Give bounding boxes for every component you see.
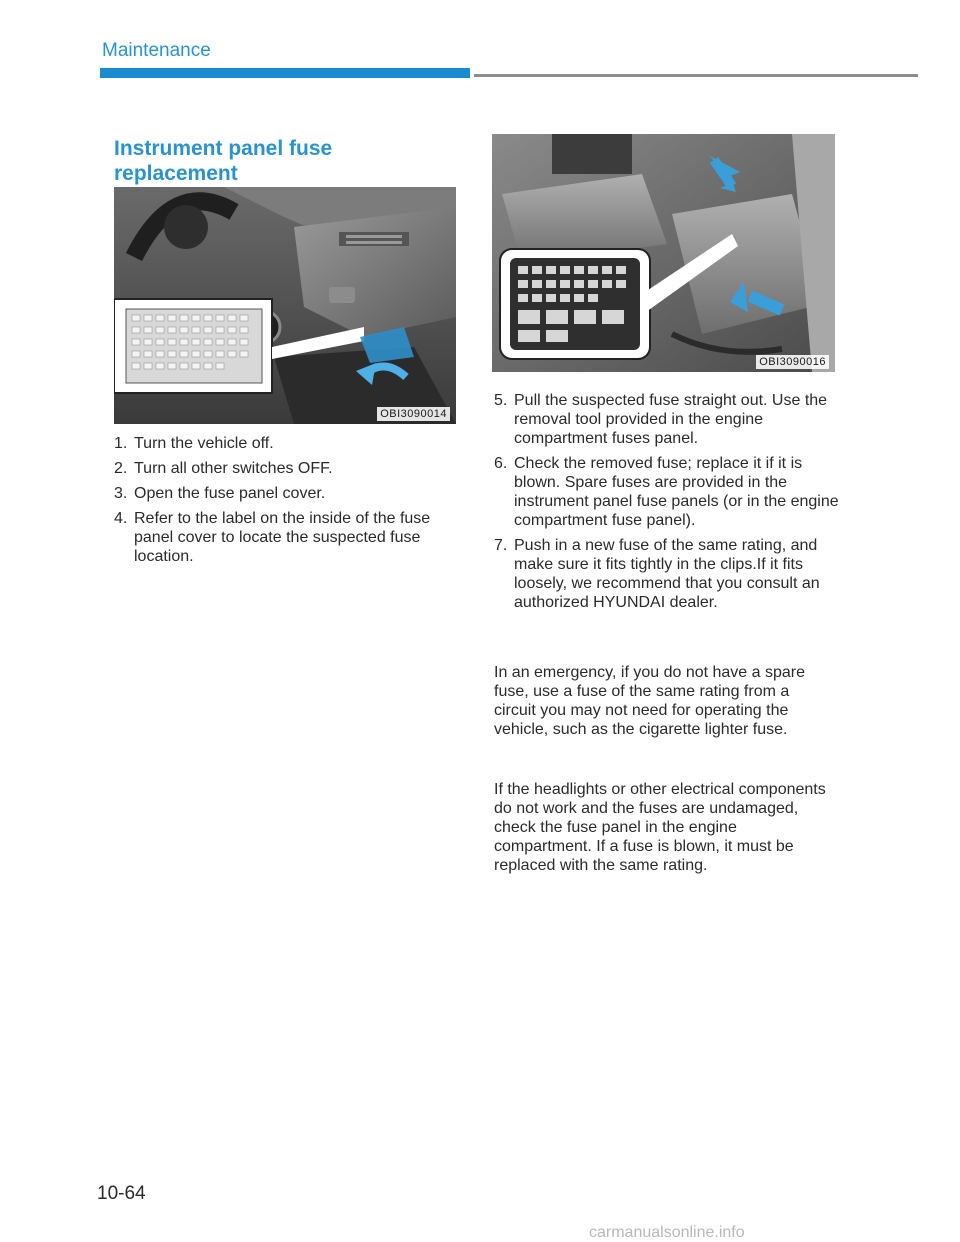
- step-number: 3.: [114, 485, 128, 502]
- engine-fusebox-illustration: [492, 134, 835, 372]
- step-item: [494, 536, 844, 612]
- step-number: 6.: [494, 455, 508, 472]
- figure-engine-compartment: [492, 134, 835, 372]
- step-number: 5.: [494, 392, 508, 409]
- watermark: carmanualsonline.info: [589, 1224, 745, 1241]
- step-text: Turn the vehicle off.: [134, 435, 274, 452]
- step-text: Push in a new fuse of the same rating, and make sure it fits tightly in the clips.If it fits loosely, we recommend that you consult an authorized HYUNDAI dealer.: [514, 537, 820, 611]
- steps-list-left: [114, 434, 454, 572]
- step-number: 2.: [114, 460, 128, 477]
- header-rule-gray: [474, 74, 918, 77]
- step-item: [494, 454, 844, 530]
- figure-code: OBI3090014: [377, 407, 450, 421]
- step-item: [114, 484, 454, 503]
- step-item: [494, 391, 844, 448]
- section-header: Maintenance: [102, 40, 211, 61]
- steps-list-right: [494, 391, 844, 618]
- step-text: Pull the suspected fuse straight out. Use the removal tool provided in the engine compartment fuses panel.: [514, 392, 828, 447]
- headlights-paragraph: If the headlights or other electrical components do not work and the fuses are undamaged, check the fuse panel in the engine compartment. If a fuse is blown, it must be replaced with the same rating.: [494, 781, 826, 874]
- dashboard-illustration: [114, 187, 456, 424]
- step-item: [114, 459, 454, 478]
- step-number: 1.: [114, 435, 128, 452]
- step-number: 4.: [114, 510, 128, 527]
- step-number: 7.: [494, 537, 508, 554]
- figure-instrument-panel: [114, 187, 456, 424]
- figure-code: OBI3090016: [756, 355, 829, 369]
- page-title: Instrument panel fuse replacement: [114, 137, 333, 185]
- emergency-paragraph: In an emergency, if you do not have a spare fuse, use a fuse of the same rating from a circuit you may not need for operating the vehicle, such as the cigarette lighter fuse.: [494, 664, 806, 738]
- step-item: [114, 509, 454, 566]
- page-number: 10-64: [97, 1183, 146, 1204]
- step-text: Check the removed fuse; replace it if it is blown. Spare fuses are provided in the instrument panel fuse panels (or in the engine compartment fuse panel).: [514, 455, 839, 529]
- step-text: Turn all other switches OFF.: [134, 460, 333, 477]
- step-item: [114, 434, 454, 453]
- step-text: Refer to the label on the inside of the fuse panel cover to locate the suspected fuse location.: [134, 510, 431, 565]
- header-rule-blue: [100, 68, 470, 78]
- step-text: Open the fuse panel cover.: [134, 485, 326, 502]
